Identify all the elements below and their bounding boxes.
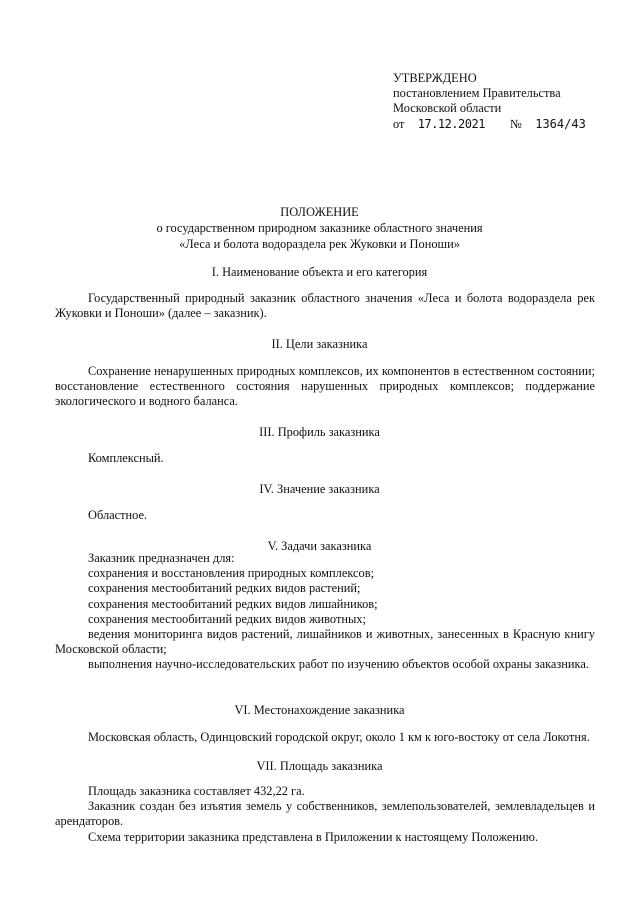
section-6-text: Московская область, Одинцовский городской округ, около 1 км к юго-востоку от села Локотня. bbox=[88, 730, 590, 744]
section-5-body bbox=[55, 551, 595, 673]
approval-date: 17.12.2021 bbox=[417, 116, 485, 131]
section-3-text: Комплексный. bbox=[88, 451, 164, 465]
document-subtitle-2: «Леса и болота водораздела рек Жуковки и Поноши» bbox=[179, 237, 460, 251]
section-4-body bbox=[55, 508, 595, 523]
section-5-intro: Заказник предназначен для: bbox=[88, 551, 235, 565]
approval-title: УТВЕРЖДЕНО bbox=[393, 71, 477, 85]
list-item: сохранения и восстановления природных комплексов; bbox=[88, 566, 375, 581]
section-1-body bbox=[55, 291, 595, 321]
section-7-heading: VII. Площадь заказника bbox=[256, 759, 383, 773]
section-1-heading: I. Наименование объекта и его категория bbox=[211, 265, 428, 279]
document-subtitle-1: о государственном природном заказнике областного значения bbox=[156, 221, 483, 235]
section-7-scheme: Схема территории заказника представлена в Приложении к настоящему Положению. bbox=[88, 829, 538, 844]
section-6-heading: VI. Местонахождение заказника bbox=[234, 703, 405, 717]
section-4-heading: IV. Значение заказника bbox=[259, 482, 380, 496]
section-3-heading: III. Профиль заказника bbox=[259, 425, 380, 439]
document-title: ПОЛОЖЕНИЕ bbox=[280, 205, 359, 219]
section-6-body bbox=[55, 730, 595, 745]
section-5-heading: V. Задачи заказника bbox=[267, 539, 372, 553]
list-item: ведения мониторинга видов растений, лишайников и животных, занесенных в Красную книгу Московской области; bbox=[55, 627, 595, 657]
section-7-land: Заказник создан без изъятия земель у собственников, землепользователей, землевладельцев и арендаторов. bbox=[55, 799, 595, 829]
list-item: выполнения научно-исследовательских работ по изучению объектов особой охраны заказника. bbox=[88, 657, 589, 672]
approval-line-2: постановлением Правительства bbox=[393, 86, 561, 101]
section-7-area: Площадь заказника составляет 432,22 га. bbox=[88, 784, 305, 798]
section-4-text: Областное. bbox=[88, 508, 148, 522]
list-item: сохранения местообитаний редких видов животных; bbox=[88, 611, 366, 626]
section-2-text: Сохранение ненарушенных природных комплексов, их компонентов в естественном состоянии; восстановление естественного состояния нарушенных природных комплексов; поддержание экологического и водного баланса. bbox=[55, 364, 595, 409]
approval-number-label: № bbox=[510, 116, 522, 131]
section-1-text: Государственный природный заказник областного значения «Леса и болота водораздела рек Жуковки и Поноши» (далее – заказник). bbox=[55, 291, 595, 321]
approval-line-3: Московской области bbox=[393, 101, 502, 116]
section-2-body bbox=[55, 364, 595, 410]
approval-date-line bbox=[393, 117, 623, 132]
approval-stamp bbox=[393, 71, 623, 132]
section-2-heading: II. Цели заказника bbox=[271, 337, 368, 351]
list-item: сохранения местообитаний редких видов растений; bbox=[88, 581, 361, 596]
section-7-body bbox=[55, 784, 595, 845]
approval-number: 1364/43 bbox=[535, 116, 586, 131]
list-item: сохранения местообитаний редких видов лишайников; bbox=[88, 596, 378, 611]
approval-from-label: от bbox=[393, 116, 405, 131]
section-3-body bbox=[55, 451, 595, 466]
